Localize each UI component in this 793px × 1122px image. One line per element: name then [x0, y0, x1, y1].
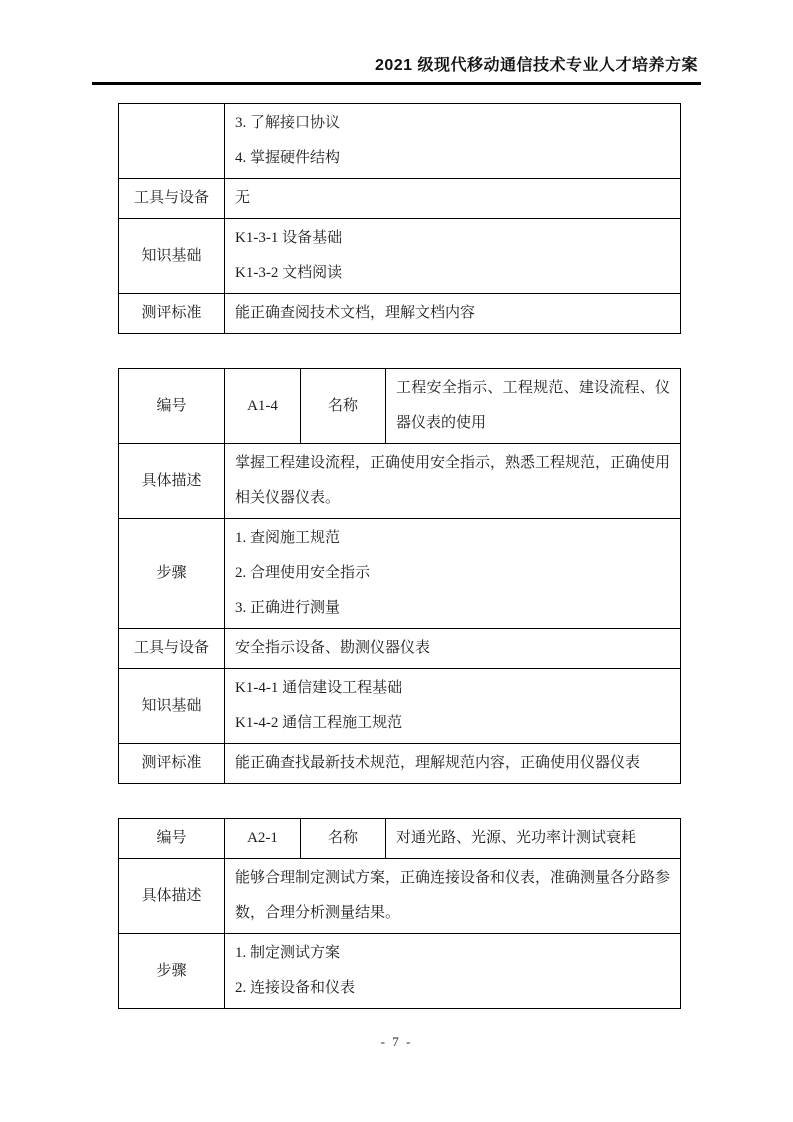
table-header-row [119, 819, 681, 859]
content-line: K1-4-2 通信工程施工规范 [235, 715, 403, 731]
row-content-cell [225, 859, 681, 934]
row-label-cell: 具体描述 [119, 859, 225, 934]
table-row [119, 629, 681, 669]
content-line: 安全指示设备、勘测仪器仪表 [235, 640, 431, 656]
row-label-cell: 测评标准 [119, 294, 225, 334]
header-divider [92, 82, 701, 85]
name-value-cell [386, 819, 681, 859]
content-line: 能正确查阅技术文档，理解文档内容 [235, 305, 476, 321]
skill-module-table [118, 368, 681, 784]
tables-container [118, 103, 680, 1043]
row-content-cell [225, 629, 681, 669]
table-row [119, 444, 681, 519]
row-label-cell: 工具与设备 [119, 629, 225, 669]
skill-module-table [118, 818, 681, 1009]
name-label-cell: 名称 [301, 369, 386, 444]
code-value-cell: A2-1 [225, 819, 301, 859]
code-value-cell: A1-4 [225, 369, 301, 444]
page-number: - 7 - [380, 1034, 413, 1049]
content-line: 4. 掌握硬件结构 [235, 150, 341, 166]
content-paragraph: 能够合理制定测试方案，正确连接设备和仪表，准确测量各分路参数，合理分析测量结果。 [235, 870, 671, 921]
row-content-cell [225, 444, 681, 519]
content-line: 2. 连接设备和仪表 [235, 980, 356, 996]
row-content-cell [225, 219, 681, 294]
row-content-cell [225, 179, 681, 219]
table-row [119, 669, 681, 744]
row-content-cell [225, 669, 681, 744]
row-label-cell: 测评标准 [119, 744, 225, 784]
page-footer [0, 1034, 793, 1050]
name-label-cell: 名称 [301, 819, 386, 859]
content-line: 2. 合理使用安全指示 [235, 565, 371, 581]
row-label-cell: 步骤 [119, 934, 225, 1009]
row-content-cell [225, 104, 681, 179]
document-title: 2021 级现代移动通信技术专业人才培养方案 [374, 57, 698, 74]
content-paragraph: 掌握工程建设流程，正确使用安全指示，熟悉工程规范，正确使用相关仪器仪表。 [235, 455, 671, 506]
row-label-cell: 步骤 [119, 519, 225, 629]
row-label-cell [119, 104, 225, 179]
content-line: K1-3-2 文档阅读 [235, 265, 343, 281]
content-line: K1-3-1 设备基础 [235, 230, 343, 246]
row-label-cell: 工具与设备 [119, 179, 225, 219]
table-row [119, 934, 681, 1009]
content-paragraph: 对通光路、光源、光功率计测试衰耗 [396, 830, 637, 846]
row-content-cell [225, 744, 681, 784]
content-line: 3. 了解接口协议 [235, 115, 341, 131]
page-header [92, 52, 701, 85]
row-label-cell: 具体描述 [119, 444, 225, 519]
code-label-cell: 编号 [119, 369, 225, 444]
content-line: 1. 查阅施工规范 [235, 530, 341, 546]
name-value-cell [386, 369, 681, 444]
row-content-cell [225, 519, 681, 629]
table-row [119, 104, 681, 179]
content-line: 无 [235, 190, 251, 206]
content-line: 1. 制定测试方案 [235, 945, 341, 961]
table-row [119, 859, 681, 934]
content-line: K1-4-1 通信建设工程基础 [235, 680, 403, 696]
row-label-cell: 知识基础 [119, 219, 225, 294]
row-content-cell [225, 934, 681, 1009]
table-header-row [119, 369, 681, 444]
table-row [119, 744, 681, 784]
row-label-cell: 知识基础 [119, 669, 225, 744]
table-row [119, 179, 681, 219]
content-line: 能正确查找最新技术规范，理解规范内容，正确使用仪器仪表 [235, 755, 641, 771]
skill-module-table [118, 103, 681, 334]
table-row [119, 519, 681, 629]
code-label-cell: 编号 [119, 819, 225, 859]
content-paragraph: 工程安全指示、工程规范、建设流程、仪器仪表的使用 [396, 380, 670, 431]
table-row [119, 219, 681, 294]
content-line: 3. 正确进行测量 [235, 600, 341, 616]
row-content-cell [225, 294, 681, 334]
table-row [119, 294, 681, 334]
